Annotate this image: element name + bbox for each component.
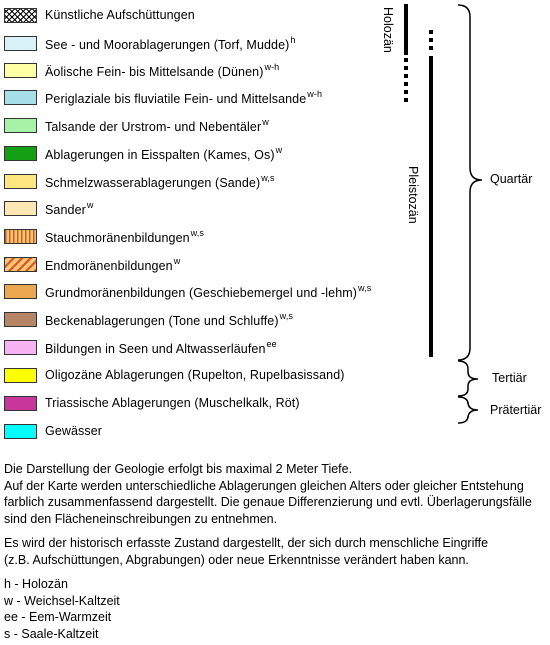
legend-label: Schmelzwasserablagerungen (Sande)$^{w,s}$ xyxy=(45,172,275,190)
legend-superscript: w xyxy=(275,144,283,155)
quartaer-brace xyxy=(458,5,482,360)
note-line: ee - Eem-Warmzeit xyxy=(4,610,112,624)
legend-label: Oligozäne Ablagerungen (Rupelton, Rupelbasissand) xyxy=(45,368,345,382)
note-line: Die Darstellung der Geologie erfolgt bis maximal 2 Meter Tiefe. xyxy=(4,462,353,476)
notes-paragraph-state xyxy=(4,535,488,568)
tertiaer-label: Tertiär xyxy=(492,371,527,385)
notes-paragraph-depth xyxy=(4,461,532,527)
note-line: Es wird der historisch erfasste Zustand dargestellt, der sich durch menschliche Eingriffe xyxy=(4,536,489,550)
note-line: (z.B. Aufschüttungen, Abgrabungen) oder neue Erkenntnisse verändert haben kann. xyxy=(4,552,469,567)
legend-superscript: ee xyxy=(266,338,277,349)
note-line: h - Holozän xyxy=(4,577,68,591)
tertiaer-brace xyxy=(458,361,478,396)
legend-label: See - und Moorablagerungen (Torf, Mudde)$^h$ xyxy=(45,34,296,52)
quartaer-label: Quartär xyxy=(490,172,533,186)
legend-superscript: w,s xyxy=(279,310,293,321)
legend-label: Periglaziale bis fluviatile Fein- und Mittelsande$^{w-h}$ xyxy=(45,88,323,106)
legend-label: Bildungen in Seen und Altwasserläufen$^{ee}$ xyxy=(45,338,277,356)
legend-label: Gewässer xyxy=(45,424,103,438)
pleistozaen-label: Pleistozän xyxy=(406,166,420,224)
legend-superscript: w,s xyxy=(358,282,372,293)
note-line: w - Weichsel-Kaltzeit xyxy=(4,593,120,608)
praetertiaer-label: Prätertiär xyxy=(490,403,542,417)
abbreviations-list xyxy=(4,576,120,642)
legend-superscript: w,s xyxy=(190,227,204,238)
legend-label: Talsande der Urstrom- und Nebentäler$^w$ xyxy=(45,116,269,134)
note-line: s - Saale-Kaltzeit xyxy=(4,626,99,641)
legend-label: Endmoränenbildungen$^w$ xyxy=(45,255,181,273)
legend-label: Beckenablagerungen (Tone und Schluffe)$^{w,s}$ xyxy=(45,310,293,328)
legend-label: Sander$^w$ xyxy=(45,199,94,217)
legend-label: Ablagerungen in Eisspalten (Kames, Os)$^w$ xyxy=(45,144,283,162)
legend-label: Äolische Fein- bis Mittelsande (Dünen)$^{w-h}$ xyxy=(45,61,280,79)
legend-superscript: w xyxy=(262,116,269,127)
legend-superscript: w-h xyxy=(264,61,280,72)
legend-superscript: w xyxy=(86,199,94,210)
legend-superscript: w,s xyxy=(261,172,275,183)
legend-superscript: w-h xyxy=(307,88,323,99)
holozaen-label: Holozän xyxy=(381,7,395,53)
legend-label: Künstliche Aufschüttungen xyxy=(45,8,195,22)
legend-label: Stauchmoränenbildungen$^{w,s}$ xyxy=(45,227,204,245)
note-line: sind den Flächeneinschreibungen zu entnehmen. xyxy=(4,511,278,526)
note-line: Auf der Karte werden unterschiedliche Ablagerungen gleichen Alters oder gleicher Entstehung xyxy=(4,478,524,493)
note-line: farblich zusammenfassend dargestellt. Die genaue Differenzierung und evtl. Überlagerungsfälle xyxy=(4,495,532,509)
praetertiaer-brace xyxy=(458,397,478,423)
legend-label: Grundmoränenbildungen (Geschiebemergel und -lehm)$^{w,s}$ xyxy=(45,282,372,300)
legend-superscript: h xyxy=(290,34,296,45)
legend-superscript: w xyxy=(173,255,181,266)
legend-label: Triassische Ablagerungen (Muschelkalk, Röt) xyxy=(45,396,300,410)
